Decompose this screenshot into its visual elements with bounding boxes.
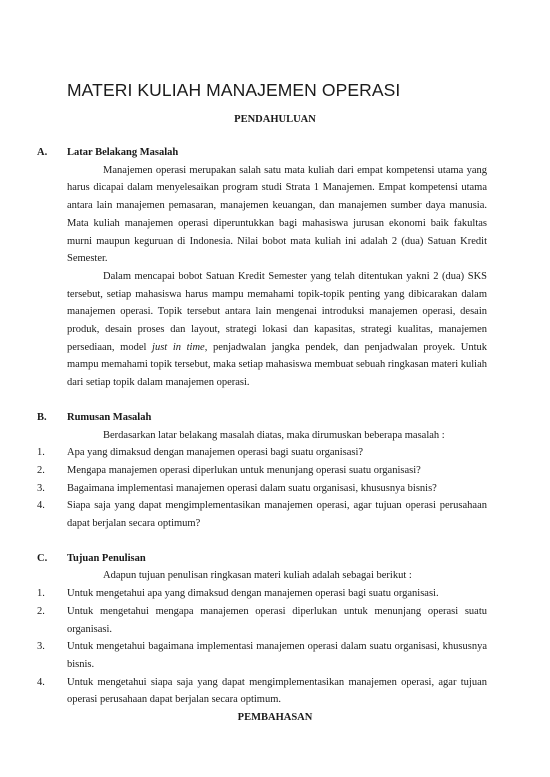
section-c-letter: C. xyxy=(37,552,48,564)
section-a-heading xyxy=(37,144,487,162)
list-item-number: 4. xyxy=(37,676,45,688)
list-item xyxy=(37,603,487,638)
para2-text-start: Dalam mencapai bobot Satuan Kredit Semester yang telah ditentukan yakni 2 (dua) SKS tersebut, setiap mahasiswa harus mampu memahami topik-topik penting yang dibicarakan dalam manajemen operasi. Topik tersebut antara lain mengenai introduksi manajemen operasi, desain produk, desain proses dan layout, strategi lokasi dan kapasitas, strategi kualitas, manajemen persediaan, model xyxy=(67,270,487,353)
list-item xyxy=(37,585,487,603)
section-a-title: Latar Belakang Masalah xyxy=(67,147,179,158)
list-item-text: Apa yang dimaksud dengan manajemen operasi bagi suatu organisasi? xyxy=(67,447,364,459)
list-item-text: Untuk mengetahui bagaimana implementasi manajemen operasi dalam suatu organisasi, khususnya bisnis. xyxy=(67,641,487,670)
section-c-intro: Adapun tujuan penulisan ringkasan materi kuliah adalah sebagai berikut : xyxy=(103,570,412,582)
list-item-text: Mengapa manajemen operasi diperlukan untuk menunjang operasi suatu organisasi? xyxy=(67,464,421,476)
list-item xyxy=(37,674,487,709)
list-item xyxy=(37,462,487,480)
problem-list xyxy=(37,444,487,533)
para2-text-end: , penjadwalan jangka pendek, dan penjadwalan proyek. Untuk mampu memahami topik tersebut, maka setiap mahasiswa membuat sebuah ringkasan materi kuliah dari setiap topik dalam manajemen operasi. xyxy=(67,341,488,389)
list-item xyxy=(37,638,487,673)
list-item-number: 4. xyxy=(37,500,45,512)
list-item-text: Untuk mengetahui mengapa manajemen operasi diperlukan untuk menunjang operasi suatu organisasi. xyxy=(67,605,487,635)
list-item-number: 2. xyxy=(37,464,45,476)
heading-pendahuluan: PENDAHULUAN xyxy=(234,114,316,125)
section-b-intro: Berdasarkan latar belakang masalah diatas, maka dirumuskan beberapa masalah : xyxy=(103,429,445,441)
section-c-heading xyxy=(37,550,487,568)
document-title: MATERI KULIAH MANAJEMEN OPERASI xyxy=(67,80,401,100)
list-item-number: 3. xyxy=(37,482,45,494)
section-a-letter: A. xyxy=(37,147,48,158)
section-b-heading xyxy=(37,409,487,427)
list-item xyxy=(37,497,487,532)
list-item-number: 1. xyxy=(37,588,45,600)
section-b-title: Rumusan Masalah xyxy=(67,411,152,423)
list-item-text: Untuk mengetahui siapa saja yang dapat mengimplementasikan manajemen operasi, agar tujuan operasi perusahaan dapat berjalan secara optimum. xyxy=(67,676,487,706)
list-item xyxy=(37,480,487,498)
list-item-number: 1. xyxy=(37,447,45,459)
section-a-paragraph-2 xyxy=(67,268,487,392)
para2-italic-term: just in time xyxy=(152,341,205,353)
list-item-text: Untuk mengetahui apa yang dimaksud dengan manajemen operasi bagi suatu organisasi. xyxy=(67,588,439,600)
heading-pembahasan: PEMBAHASAN xyxy=(237,712,313,724)
list-item-number: 2. xyxy=(37,605,45,617)
list-item xyxy=(37,444,487,462)
document-body xyxy=(37,144,487,727)
list-item-number: 3. xyxy=(37,641,45,653)
section-b-letter: B. xyxy=(37,411,47,423)
section-c-title: Tujuan Penulisan xyxy=(67,552,146,564)
list-item-text: Bagaimana implementasi manajemen operasi dalam suatu organisasi, khususnya bisnis? xyxy=(67,482,437,494)
section-a-paragraph-1: Manajemen operasi merupakan salah satu mata kuliah dari empat kompetensi utama yang harus dicapai dalam menyelesaikan program studi Strata 1 Manajemen. Empat kompetensi utama antara lain manajemen pemasaran, manajemen keuangan, dan manajemen sumber daya manusia. Mata kuliah manajemen operasi diperuntukkan bagi mahasiswa jurusan ekonomi baik fakultas murni maupun keguruan di Indonesia. Nilai bobot mata kuliah ini adalah 2 (dua) Satuan Kredit Semester. xyxy=(67,164,487,265)
list-item-text: Siapa saja yang dapat mengimplementasikan manajemen operasi, agar tujuan operasi perusahaan dapat berjalan secara optimum? xyxy=(67,500,487,530)
objective-list xyxy=(37,585,487,709)
